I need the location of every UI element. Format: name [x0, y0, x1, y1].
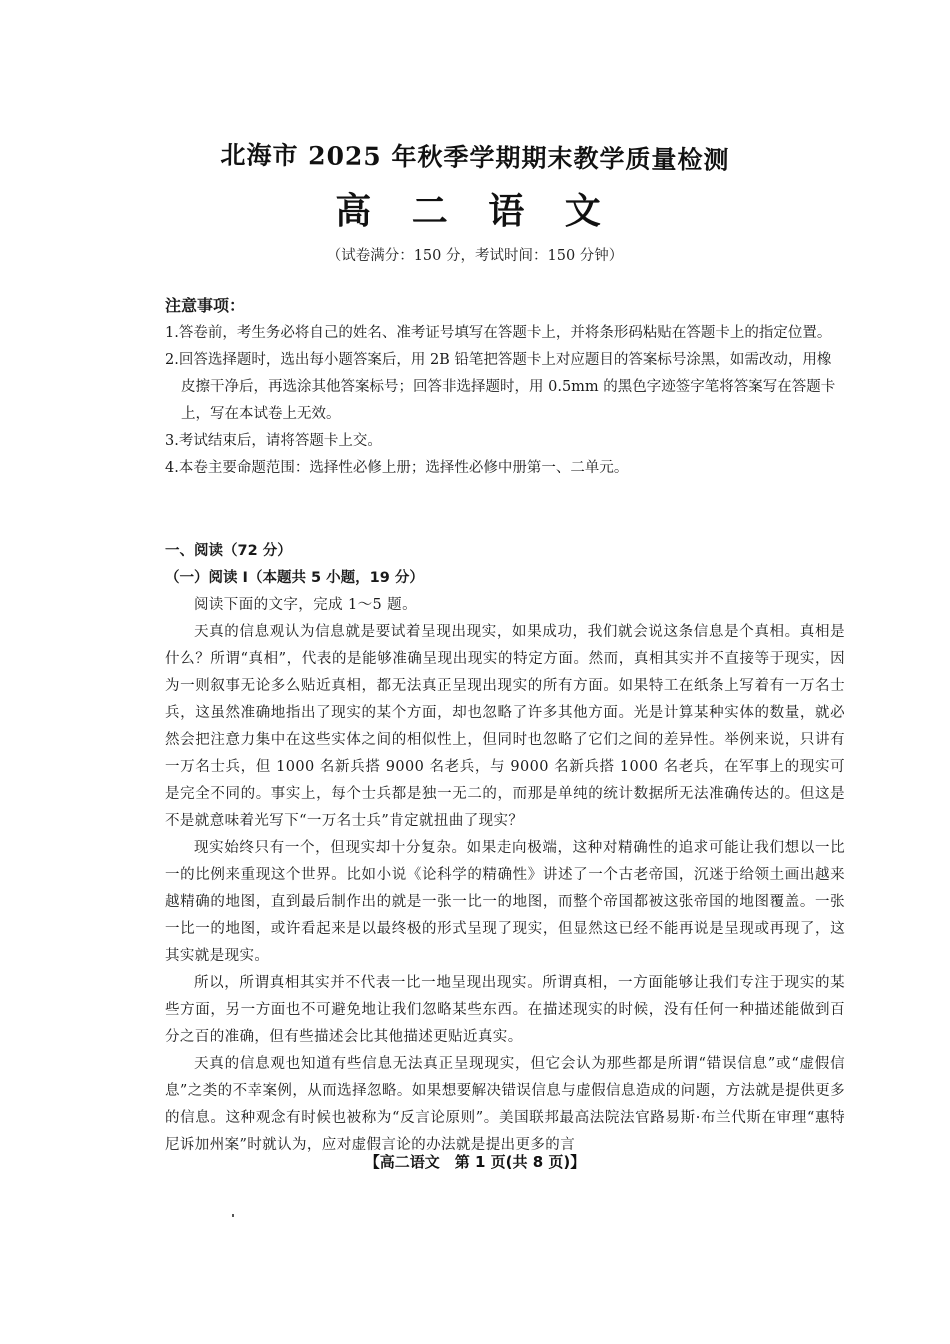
- notes-heading: 注意事项：: [165, 296, 246, 315]
- instruction: 阅读下面的文字，完成 1～5 题。: [194, 597, 417, 613]
- note-item: 3.考试结束后，请将答题卡上交。: [165, 433, 382, 449]
- note-item: 1.答卷前，考生务必将自己的姓名、准考证号填写在答题卡上，并将条形码粘贴在答题卡上的指定位置。: [165, 325, 832, 341]
- exam-title: 北海市 2025 年秋季学期期末教学质量检测: [220, 140, 730, 175]
- subject-title: 高 二 语 文: [335, 191, 615, 232]
- exam-info: （试卷满分：150 分，考试时间：150 分钟）: [326, 248, 624, 264]
- notes-block: [165, 292, 845, 482]
- section-heading: 一、阅读（72 分）: [165, 543, 292, 559]
- section-subheading: （一）阅读 I（本题共 5 小题，19 分）: [165, 570, 424, 586]
- passage-paragraph: 天真的信息观也知道有些信息无法真正呈现现实，但它会认为那些都是所谓“错误信息”或“虚假信息”之类的不幸案例，从而选择忽略。如果想要解决错误信息与虚假信息造成的问题，方法就是提供更多的信息。这种观念有时候也被称为“反言论原则”。美国联邦最高法院法官路易斯·布兰代斯在审理“惠特尼诉加州案”时就认为，应对虚假言论的办法就是提出更多的言: [165, 1056, 845, 1153]
- reading-section: [165, 538, 845, 1159]
- scan-speck: [232, 1214, 234, 1217]
- note-item: 4.本卷主要命题范围：选择性必修上册；选择性必修中册第一、二单元。: [165, 460, 629, 476]
- passage-paragraph: 天真的信息观认为信息就是要试着呈现出现实，如果成功，我们就会说这条信息是个真相。真相是什么？所谓“真相”，代表的是能够准确呈现出现实的特定方面。然而，真相其实并不直接等于现实，因为一则叙事无论多么贴近真相，都无法真正呈现出现实的所有方面。如果特工在纸条上写着有一万名士兵，这虽然准确地指出了现实的某个方面，却也忽略了许多其他方面。光是计算某种实体的数量，就必然会把注意力集中在这些实体之间的相似性上，但同时也忽略了它们之间的差异性。举例来说，只讲有一万名士兵，但 1000 名新兵搭 9000 名老兵，与 9000 名新兵搭 1000 名老兵，在军事上的现实可是完全不同的。事实上，每个士兵都是独一无二的，而那是单纯的统计数据所无法准确传达的。但这是不是就意味着光写下“一万名士兵”肯定就扭曲了现实？: [165, 624, 845, 829]
- passage-paragraph: 所以，所谓真相其实并不代表一比一地呈现出现实。所谓真相，一方面能够让我们专注于现实的某些方面，另一方面也不可避免地让我们忽略某些东西。在描述现实的时候，没有任何一种描述能做到百分之百的准确，但有些描述会比其他描述更贴近真实。: [165, 975, 845, 1045]
- passage-paragraph: 现实始终只有一个，但现实却十分复杂。如果走向极端，这种对精确性的追求可能让我们想以一比一的比例来重现这个世界。比如小说《论科学的精确性》讲述了一个古老帝国，沉迷于给领土画出越来越精确的地图，直到最后制作出的就是一张一比一的地图，而整个帝国都被这张帝国的地图覆盖。一张一比一的地图，或许看起来是以最终极的形式呈现了现实，但显然这已经不能再说是呈现或再现了，这其实就是现实。: [165, 840, 845, 964]
- page-footer: 【高二语文 第 1 页(共 8 页)】: [364, 1153, 586, 1171]
- note-item: 2.回答选择题时，选出每小题答案后，用 2B 铅笔把答题卡上对应题目的答案标号涂黑，如需改动，用橡皮擦干净后，再选涂其他答案标号；回答非选择题时，用 0.5mm 的黑色字迹签字笔将答案写在答题卡上，写在本试卷上无效。: [165, 352, 836, 422]
